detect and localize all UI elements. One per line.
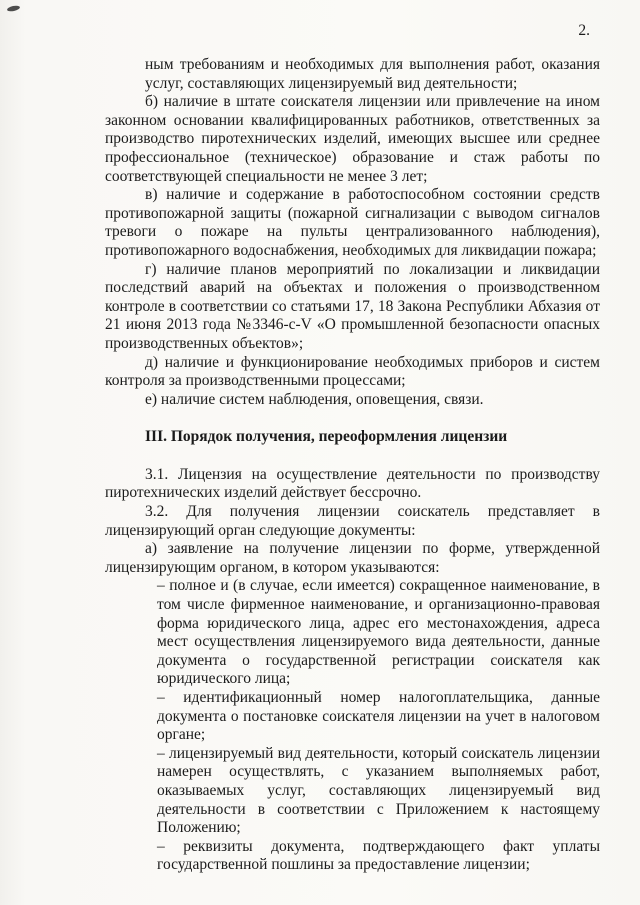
- list-item-v: в) наличие и содержание в работоспособном состоянии средств противопожарной защиты (пожарной сигнализации с выводом сигналов тревоги о пожаре на пульты централизованного наблюдения), противопожарного водоснабжения, необходимых для ликвидации пожара;: [105, 186, 600, 259]
- paragraph-3-1: 3.1. Лицензия на осуществление деятельности по производству пиротехнических изделий действует бессрочно.: [105, 465, 600, 502]
- list-item-e: е) наличие систем наблюдения, оповещения, связи.: [145, 390, 484, 408]
- list-item-b: б) наличие в штате соискателя лицензии или привлечение на ином законном основании квалифицированных работников, ответственных за производство пиротехнических изделий, имеющих высшее или среднее профессиональное (техническое) образование и стаж работы по соответствующей специальности не менее 3 лет;: [105, 93, 600, 185]
- dash-item-2: – идентификационный номер налогоплательщика, данные документа о постановке соискателя лицензии на учет в налоговом органе;: [157, 689, 600, 744]
- paragraph-3-2: 3.2. Для получения лицензии соискатель представляет в лицензирующий орган следующие документы:: [105, 503, 600, 539]
- section-heading: III. Порядок получения, переоформления лицензии: [145, 428, 508, 446]
- dash-item-1: – полное и (в случае, если имеется) сокращенное наименование, в том числе фирменное наименование, и организационно-правовая форма юридического лица, адрес его местонахождения, адреса мест осуществления лицензируемого вида деятельности, данные документа о государственной регистрации соискателя как юридического лица;: [157, 577, 600, 688]
- scan-artifact: [7, 5, 21, 13]
- paragraph-continuation: ным требованиям и необходимых для выполнения работ, оказания услуг, составляющих лицензируемый вид деятельности;: [145, 56, 600, 92]
- list-item-a: а) заявление на получение лицензии по форме, утвержденной лицензирующим органом, в котором указываются:: [105, 540, 600, 576]
- dash-item-4: – реквизиты документа, подтверждающего факт уплаты государственной пошлины за предоставление лицензии;: [157, 837, 600, 874]
- page-number: 2.: [578, 22, 590, 39]
- dash-item-3: – лицензируемый вид деятельности, который соискатель лицензии намерен осуществлять, с указанием выполняемых работ, оказываемых услуг, составляющих лицензируемый вид деятельности в соответствии с Приложением к настоящему Положению;: [157, 744, 600, 837]
- list-item-d: д) наличие и функционирование необходимых приборов и систем контроля за производственными процессами;: [105, 353, 600, 390]
- list-item-g: г) наличие планов мероприятий по локализации и ликвидации последствий аварий на объектах и положения о производственном контроле в соответствии со статьями 17, 18 Закона Республики Абхазия от 21 июня 2013 года №3346-с-V «О промышленной безопасности опасных производственных объектов»;: [105, 260, 600, 352]
- document-body: [105, 56, 600, 875]
